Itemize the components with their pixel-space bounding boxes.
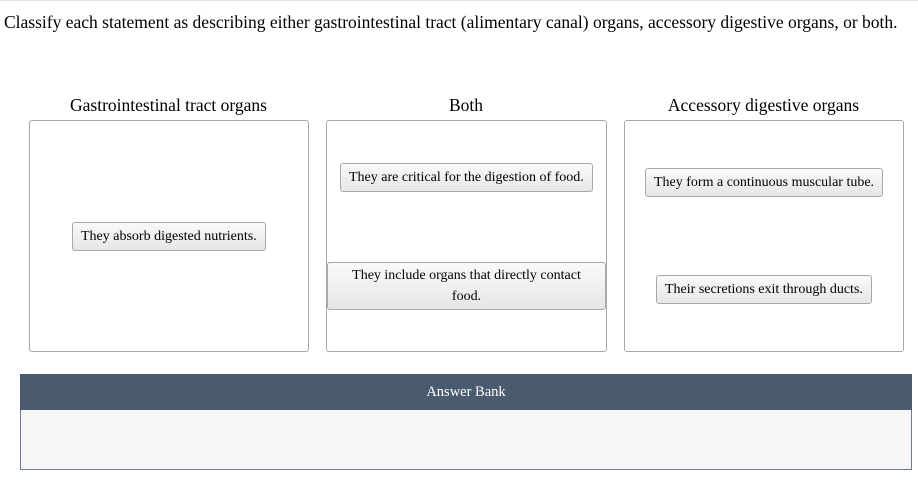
top-divider [0,0,918,1]
heading-both: Both [448,95,484,115]
heading-gi-tract-organs: Gastrointestinal tract organs [70,95,267,115]
chip-critical-digestion[interactable]: They are critical for the digestion of food. [340,163,593,192]
instruction-text: Classify each statement as describing either gastrointestinal tract (alimentary canal) organs, accessory digestive organs, or both. [4,12,898,32]
bin-gi-tract-organs[interactable] [29,120,309,352]
answer-bank-dropzone[interactable] [20,410,912,470]
answer-bank-header: Answer Bank [20,374,912,410]
bin-both[interactable] [326,120,607,352]
chip-muscular-tube[interactable]: They form a continuous muscular tube. [645,168,883,197]
bin-accessory-organs[interactable] [624,120,904,352]
chip-absorb-nutrients[interactable]: They absorb digested nutrients. [72,222,266,251]
heading-accessory-organs: Accessory digestive organs [667,95,860,115]
chip-contact-food[interactable]: They include organs that directly contact food. [327,262,606,310]
chip-secretions-ducts[interactable]: Their secretions exit through ducts. [656,275,872,304]
